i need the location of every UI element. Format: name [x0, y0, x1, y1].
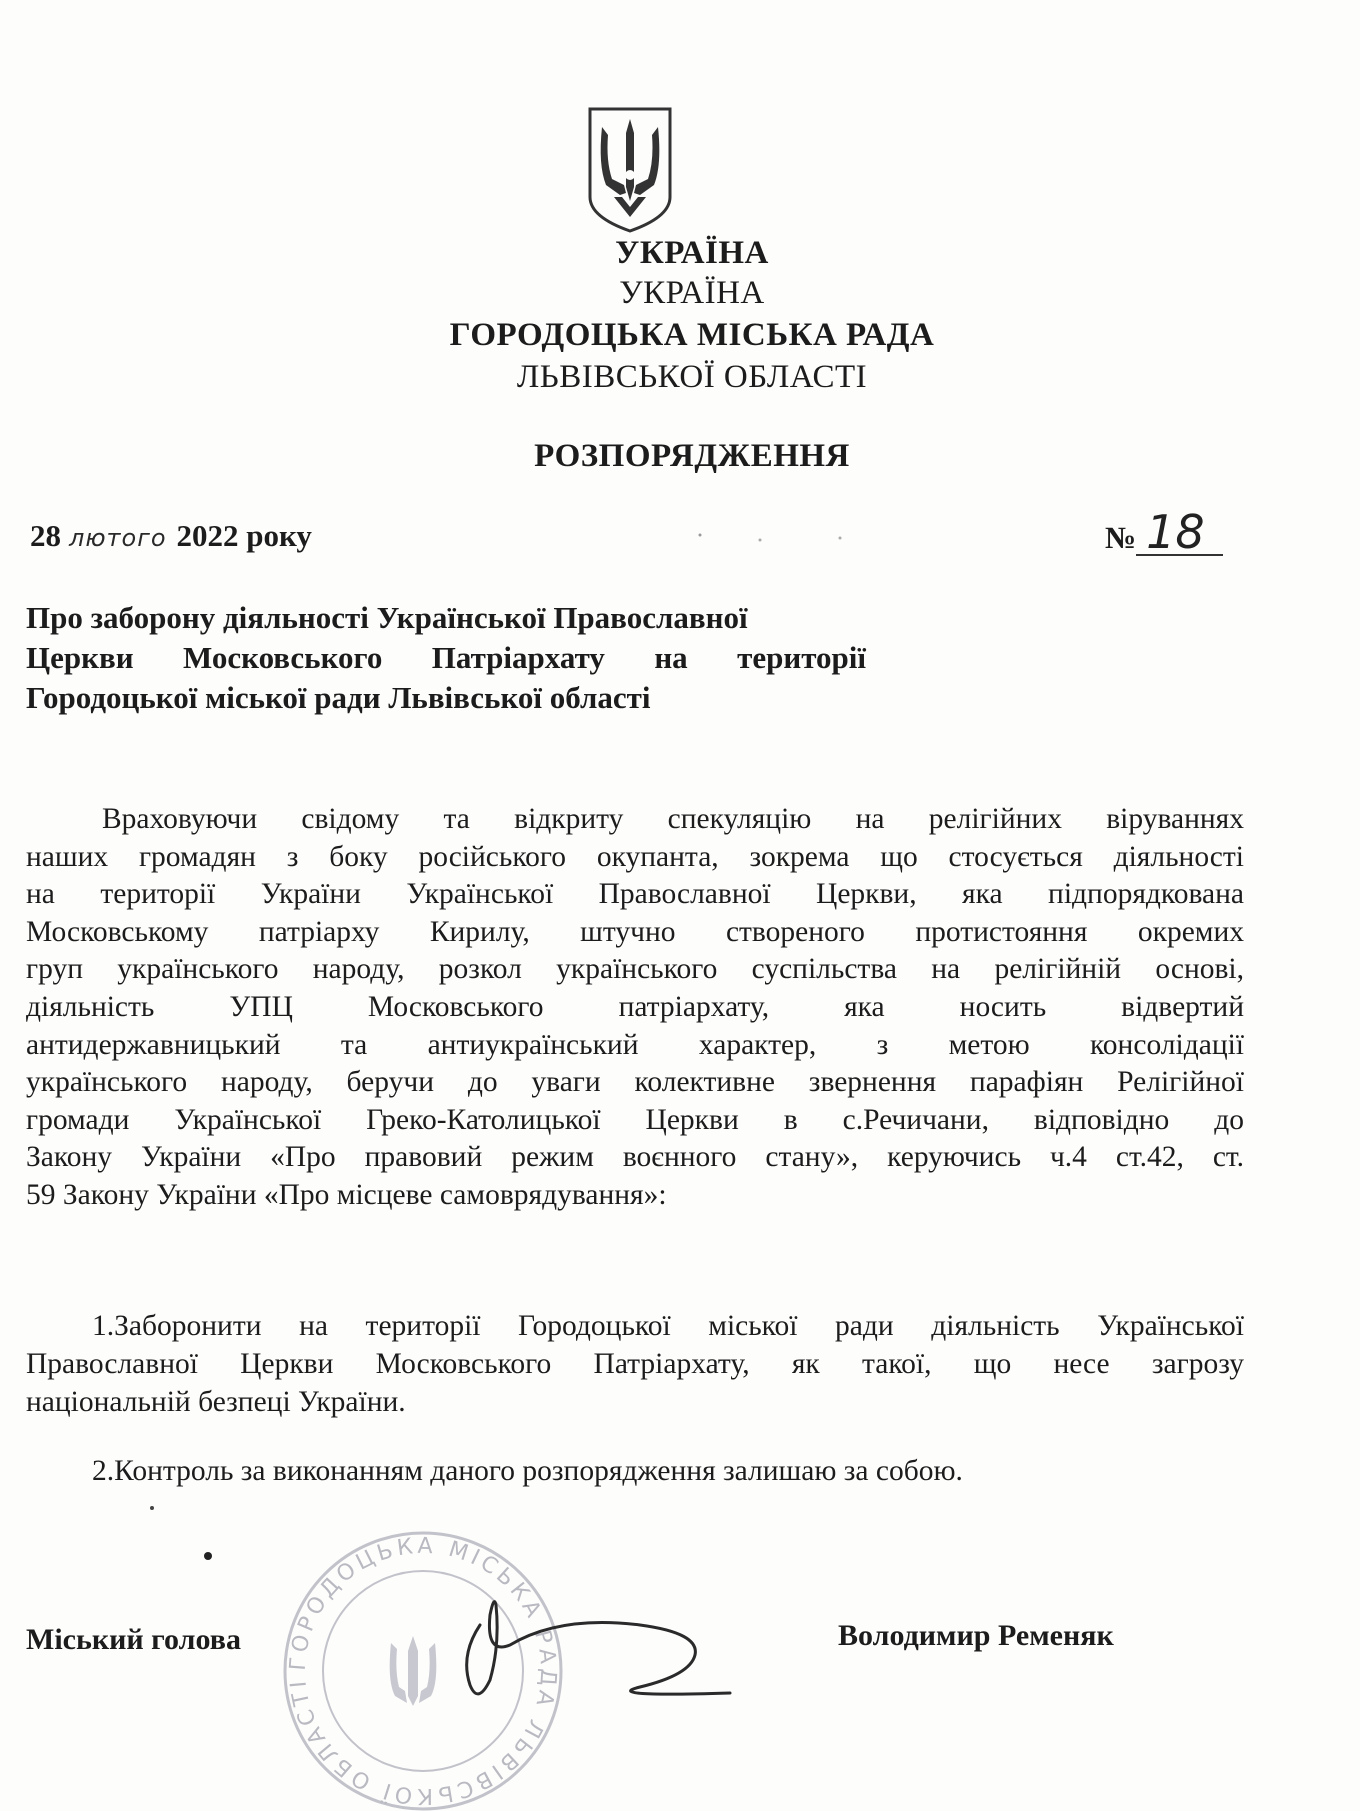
number-handwritten: 18 [1136, 510, 1223, 556]
clause-line: національній безпеці України. [26, 1386, 406, 1418]
signatory-name: Володимир Ременяк [838, 1619, 1114, 1652]
preamble-line: діяльність УПЦ Московського патріархату, яка носить відвертий [26, 990, 1244, 1023]
header-country-bold: УКРАЇНА [615, 235, 769, 271]
preamble-line: українського народу, беручи до уваги колективне звернення парафіян Релігійної [26, 1066, 1244, 1099]
clause-1 [26, 1307, 1244, 1421]
document-subject [26, 598, 866, 718]
document-date [30, 518, 312, 554]
date-year: 2022 року [176, 518, 312, 553]
stamp-ring-text: ГОРОДОЦЬКА МІСЬКА РАДА ЛЬВІВСЬКОЇ ОБЛАСТІ [285, 1533, 561, 1809]
clause-line: Православної Церкви Московського Патріархату, як такої, що несе загрозу [26, 1348, 1244, 1380]
signatory-position: Міський голова [26, 1623, 241, 1656]
preamble-line: на території України Української Православної Церкви, яка підпорядкована [26, 878, 1244, 911]
preamble-line: груп українського народу, розкол українського суспільства на релігійній основі, [26, 953, 1244, 986]
date-month-handwritten: лютого [69, 524, 167, 552]
preamble-line: Московському патріарху Кирилу, штучно створеного протистояння окремих [26, 915, 1244, 948]
clause-2: 2.Контроль за виконанням даного розпорядження залишаю за собою. [92, 1455, 963, 1487]
trident-coat-of-arms-icon [584, 105, 676, 235]
subject-line: Городоцької міської ради Львівської області [26, 680, 651, 715]
header-country: УКРАЇНА [619, 275, 765, 311]
preamble-line: 59 Закону України «Про місцеве самоврядування»: [26, 1178, 667, 1211]
handwritten-signature [400, 1585, 760, 1715]
preamble-line: громади Української Греко-Католицької Церкви в с.Речичани, відповідно до [26, 1103, 1244, 1136]
preamble-line: антидержавницький та антиукраїнський характер, з метою консолідації [26, 1028, 1244, 1061]
preamble-line: Враховуючи свідому та відкриту спекуляцію на релігійних віруваннях [102, 803, 1244, 835]
number-label: № [1105, 520, 1137, 555]
date-day: 28 [30, 518, 61, 553]
subject-line: Про заборону діяльності Української Православної [26, 600, 748, 635]
header-region: ЛЬВІВСЬКОЇ ОБЛАСТІ [516, 359, 868, 395]
preamble-line: Закону України «Про правовий режим воєнного стану», керуючись ч.4 ст.42, ст. [26, 1141, 1244, 1174]
document-type-title: РОЗПОРЯДЖЕННЯ [534, 438, 850, 474]
preamble-line: наших громадян з боку російського окупанта, зокрема що стосується діяльності [26, 840, 1244, 873]
preamble-paragraph [26, 801, 1244, 1215]
clause-line: 1.Заборонити на території Городоцької міської ради діяльність Української [92, 1310, 1244, 1342]
document-number [1105, 505, 1223, 559]
header-council: ГОРОДОЦЬКА МІСЬКА РАДА [449, 317, 935, 353]
subject-line: Церкви Московського Патріархату на території [26, 640, 866, 675]
